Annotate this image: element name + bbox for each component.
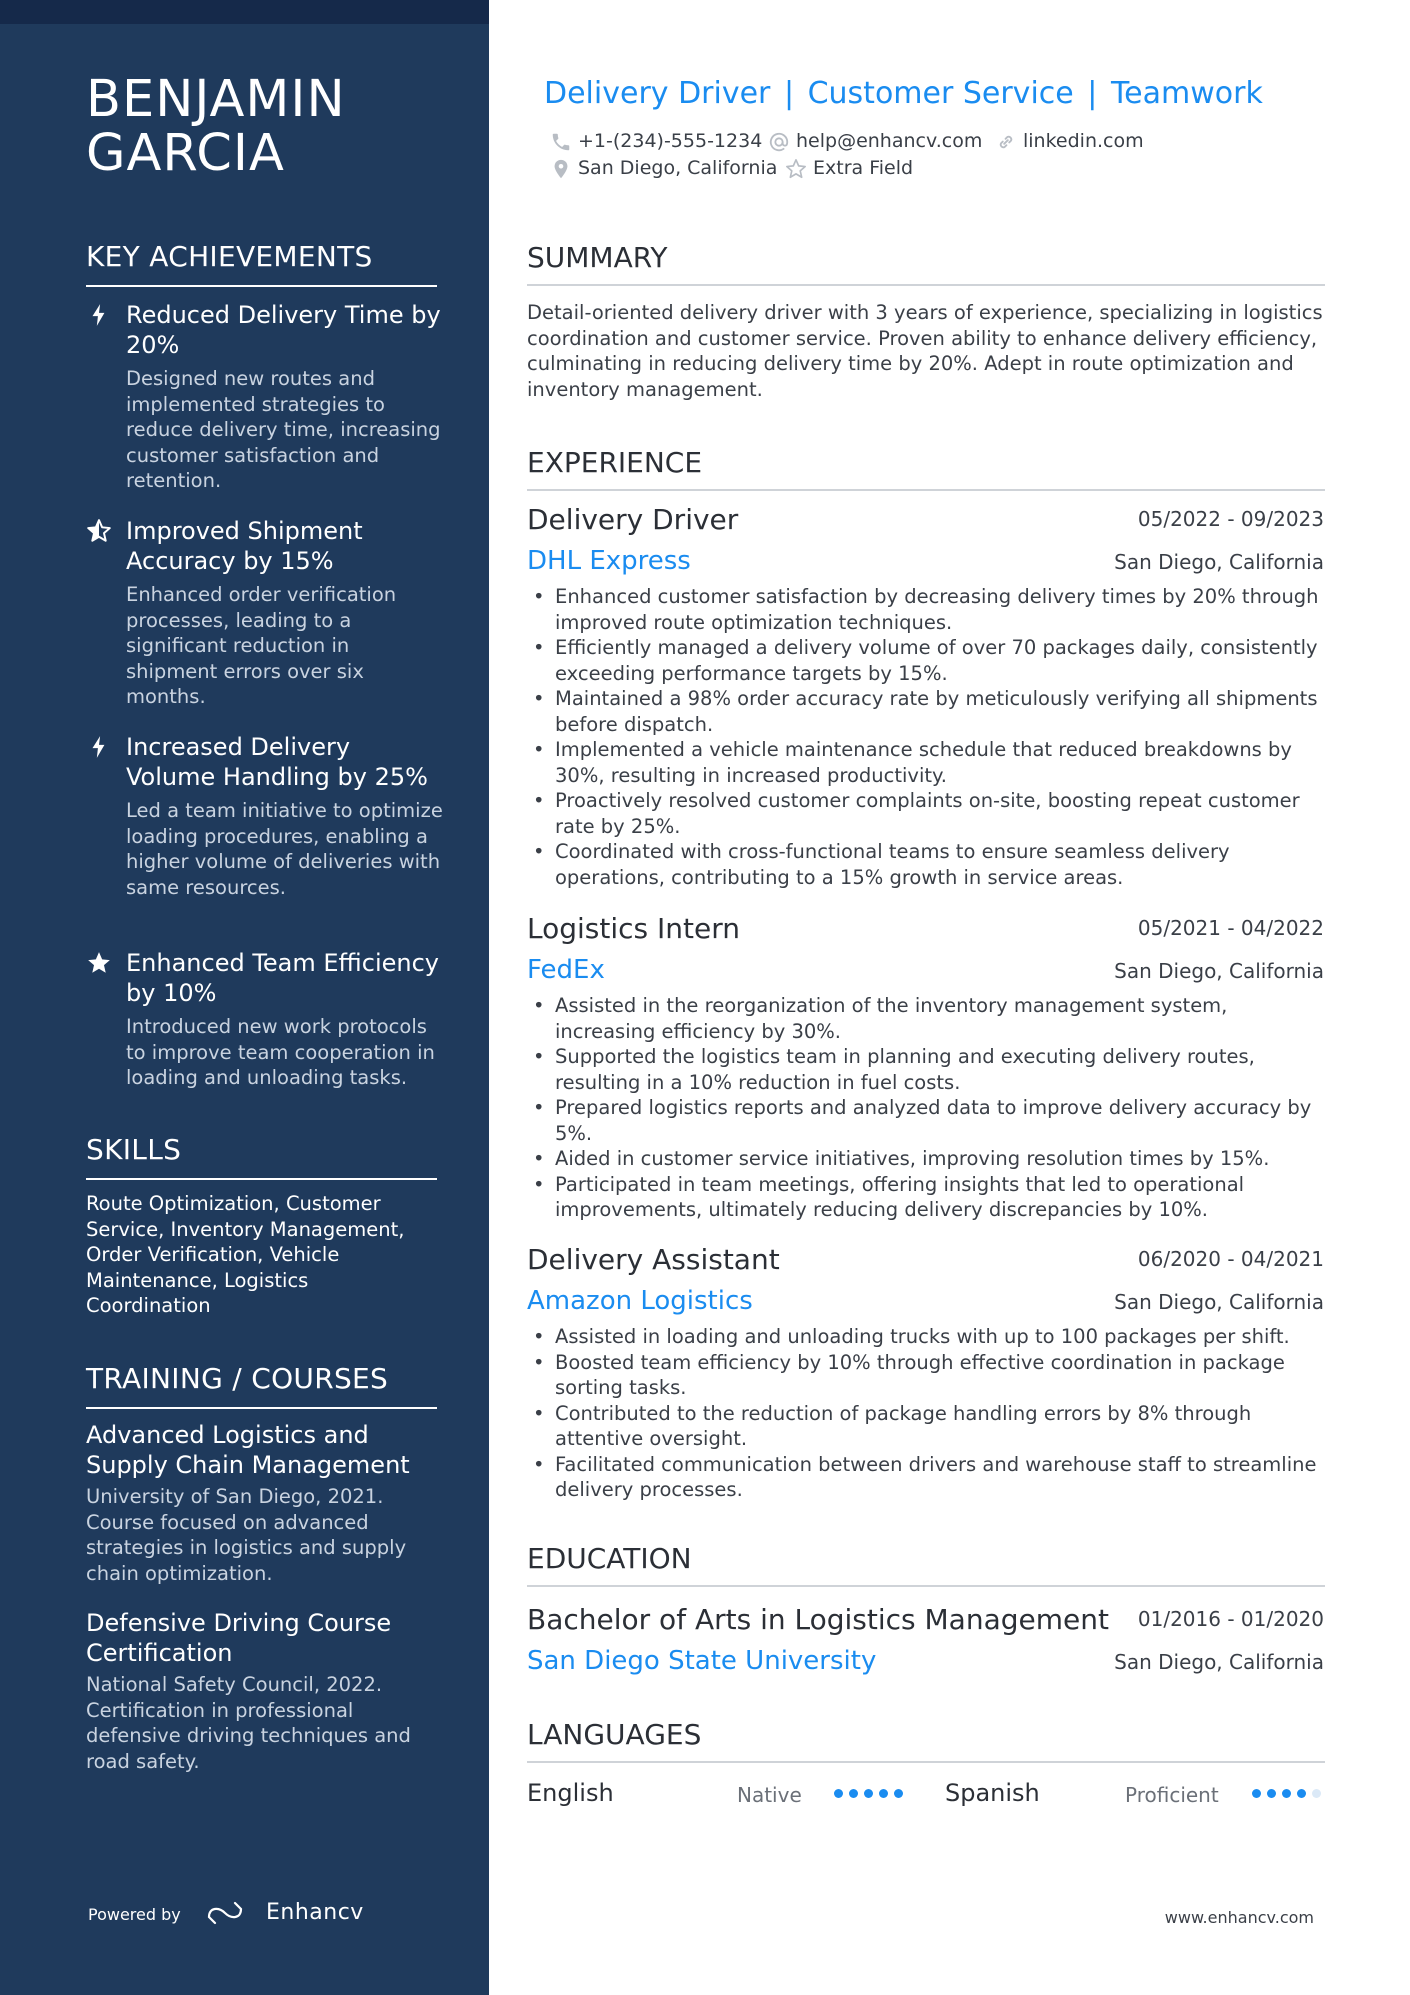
job-bullet: • Assisted in loading and unloading trucks with up to 100 packages per shift. <box>527 1324 1327 1350</box>
skills-heading: SKILLS <box>86 1133 437 1180</box>
rating-dot-filled <box>894 1789 903 1798</box>
rating-dot-filled <box>1297 1789 1306 1798</box>
school-location: San Diego, California <box>1114 1650 1324 1674</box>
job-company: FedEx <box>527 955 605 985</box>
linkedin-text: linkedin.com <box>1023 130 1144 152</box>
job-location: San Diego, California <box>1114 959 1324 983</box>
course-desc: University of San Diego, 2021. Course focused on advanced strategies in logistics and supply chain optimization. <box>86 1485 407 1585</box>
enhancv-brand: Enhancv <box>266 1900 364 1925</box>
course-title: Defensive Driving Course Certification <box>86 1609 392 1667</box>
job-bullet: • Maintained a 98% order accuracy rate by meticulously verifying all shipments before dispatch. <box>527 686 1327 737</box>
footer-url[interactable]: www.enhancv.com <box>1164 1908 1314 1927</box>
job-bullet: • Coordinated with cross-functional teams to ensure seamless delivery operations, contributing to a 15% growth in service areas. <box>527 839 1327 890</box>
headline-separator: | <box>783 76 795 111</box>
star-half-icon <box>86 518 112 544</box>
job-title: Delivery Driver <box>527 503 739 536</box>
job-company: Amazon Logistics <box>527 1286 753 1316</box>
summary-text: Detail-oriented delivery driver with 3 years of experience, specializing in logistics coordination and customer service. Proven ability to enhance delivery efficiency, culminating in reducing delivery time by 20%. Adept in route optimization and inventory management. <box>527 301 1323 401</box>
achievement-title: Enhanced Team Efficiency by 10% <box>126 949 439 1007</box>
star-icon <box>86 950 112 976</box>
rating-dot-filled <box>1267 1789 1276 1798</box>
language-level: Native <box>737 1783 802 1807</box>
phone-icon <box>550 131 572 153</box>
rating-dot-filled <box>864 1789 873 1798</box>
achievement-title: Increased Delivery Volume Handling by 25% <box>126 733 428 791</box>
enhancv-logo-icon <box>207 1899 243 1927</box>
achievement-desc: Led a team initiative to optimize loading procedures, enabling a higher volume of deliveries with same resources. <box>126 799 443 899</box>
extra-text: Extra Field <box>813 157 914 179</box>
at-icon <box>768 131 790 153</box>
job-bullet: • Aided in customer service initiatives, improving resolution times by 15%. <box>527 1146 1327 1172</box>
job-location: San Diego, California <box>1114 1290 1324 1314</box>
degree-title: Bachelor of Arts in Logistics Management <box>527 1603 1109 1636</box>
language-name: Spanish <box>945 1779 1040 1807</box>
headline-separator: | <box>1087 76 1098 111</box>
job-bullet: • Proactively resolved customer complaints on-site, boosting repeat customer rate by 25%. <box>527 788 1327 839</box>
job-bullet: • Enhanced customer satisfaction by decreasing delivery times by 20% through improved route optimization techniques. <box>527 584 1327 635</box>
achievements-heading: KEY ACHIEVEMENTS <box>86 240 437 287</box>
email-text: help@enhancv.com <box>796 130 983 152</box>
rating-dot-filled <box>879 1789 888 1798</box>
powered-by-label: Powered by <box>88 1905 181 1924</box>
skills-list: Route Optimization, Customer Service, Inventory Management, Order Verification, Vehicle Maintenance, Logistics Coordination <box>86 1192 405 1317</box>
link-icon <box>995 131 1017 153</box>
job-location: San Diego, California <box>1114 550 1324 574</box>
job-bullets <box>527 584 1327 890</box>
course-item <box>86 1420 446 1586</box>
rating-dot-filled <box>1282 1789 1291 1798</box>
bolt-icon <box>86 302 112 328</box>
job-bullet: • Boosted team efficiency by 10% through effective coordination in package sorting tasks. <box>527 1350 1327 1401</box>
achievement-desc: Designed new routes and implemented strategies to reduce delivery time, increasing customer satisfaction and retention. <box>126 367 441 492</box>
job-bullets <box>527 993 1327 1223</box>
rating-dot-filled <box>1252 1789 1261 1798</box>
job-bullet: • Facilitated communication between drivers and warehouse staff to streamline delivery processes. <box>527 1452 1327 1503</box>
language-name: English <box>527 1779 614 1807</box>
course-title: Advanced Logistics and Supply Chain Management <box>86 1421 410 1479</box>
star-outline-icon <box>785 158 807 180</box>
education-date: 01/2016 - 01/2020 <box>1137 1607 1324 1631</box>
achievement-title: Reduced Delivery Time by 20% <box>126 301 441 359</box>
headline-part: Delivery Driver <box>544 76 771 111</box>
job-title: Delivery Assistant <box>527 1243 780 1276</box>
summary-heading: SUMMARY <box>527 241 1325 286</box>
achievement-title: Improved Shipment Accuracy by 15% <box>126 517 363 575</box>
languages-heading: LANGUAGES <box>527 1718 1325 1763</box>
experience-heading: EXPERIENCE <box>527 446 1325 491</box>
name-first: BENJAMIN <box>86 70 346 129</box>
job-date: 05/2022 - 09/2023 <box>1137 507 1324 531</box>
achievement-desc: Introduced new work protocols to improve team cooperation in loading and unloading tasks. <box>126 1015 435 1089</box>
location-text: San Diego, California <box>578 157 778 179</box>
job-bullet: • Participated in team meetings, offering insights that led to operational improvements, ultimately reducing delivery discrepancies by 10%. <box>527 1172 1327 1223</box>
headline-part: Customer Service <box>807 76 1074 111</box>
course-desc: National Safety Council, 2022. Certification in professional defensive driving techniques and road safety. <box>86 1673 411 1773</box>
job-date: 06/2020 - 04/2021 <box>1137 1247 1324 1271</box>
job-company: DHL Express <box>527 546 691 576</box>
candidate-name <box>86 70 466 183</box>
sidebar-top-bar <box>0 0 489 24</box>
language-level: Proficient <box>1125 1783 1219 1807</box>
headline <box>544 76 1263 111</box>
language-rating <box>834 1789 903 1798</box>
rating-dot-empty <box>1312 1789 1321 1798</box>
bolt-icon <box>86 734 112 760</box>
job-bullet: • Supported the logistics team in planning and executing delivery routes, resulting in a 10% reduction in fuel costs. <box>527 1044 1327 1095</box>
achievement-desc: Enhanced order verification processes, leading to a significant reduction in shipment errors over six months. <box>126 583 397 708</box>
name-last: GARCIA <box>86 124 285 183</box>
job-bullet: • Assisted in the reorganization of the inventory management system, increasing efficiency by 30%. <box>527 993 1327 1044</box>
education-heading: EDUCATION <box>527 1542 1325 1587</box>
job-bullet: • Contributed to the reduction of package handling errors by 8% through attentive oversight. <box>527 1401 1327 1452</box>
phone-text: +1-(234)-555-1234 <box>578 130 763 152</box>
rating-dot-filled <box>834 1789 843 1798</box>
job-title: Logistics Intern <box>527 912 740 945</box>
job-bullets <box>527 1324 1327 1503</box>
training-heading: TRAINING / COURSES <box>86 1362 437 1409</box>
course-item <box>86 1608 446 1774</box>
job-bullet: • Efficiently managed a delivery volume of over 70 packages daily, consistently exceeding performance targets by 15%. <box>527 635 1327 686</box>
headline-part: Teamwork <box>1110 76 1263 111</box>
rating-dot-filled <box>849 1789 858 1798</box>
school-name: San Diego State University <box>527 1646 877 1676</box>
location-pin-icon <box>550 158 572 180</box>
job-bullet: • Prepared logistics reports and analyzed data to improve delivery accuracy by 5%. <box>527 1095 1327 1146</box>
sidebar <box>0 0 489 1995</box>
job-bullet: • Implemented a vehicle maintenance schedule that reduced breakdowns by 30%, resulting in increased productivity. <box>527 737 1327 788</box>
language-rating <box>1252 1789 1321 1798</box>
job-date: 05/2021 - 04/2022 <box>1137 916 1324 940</box>
